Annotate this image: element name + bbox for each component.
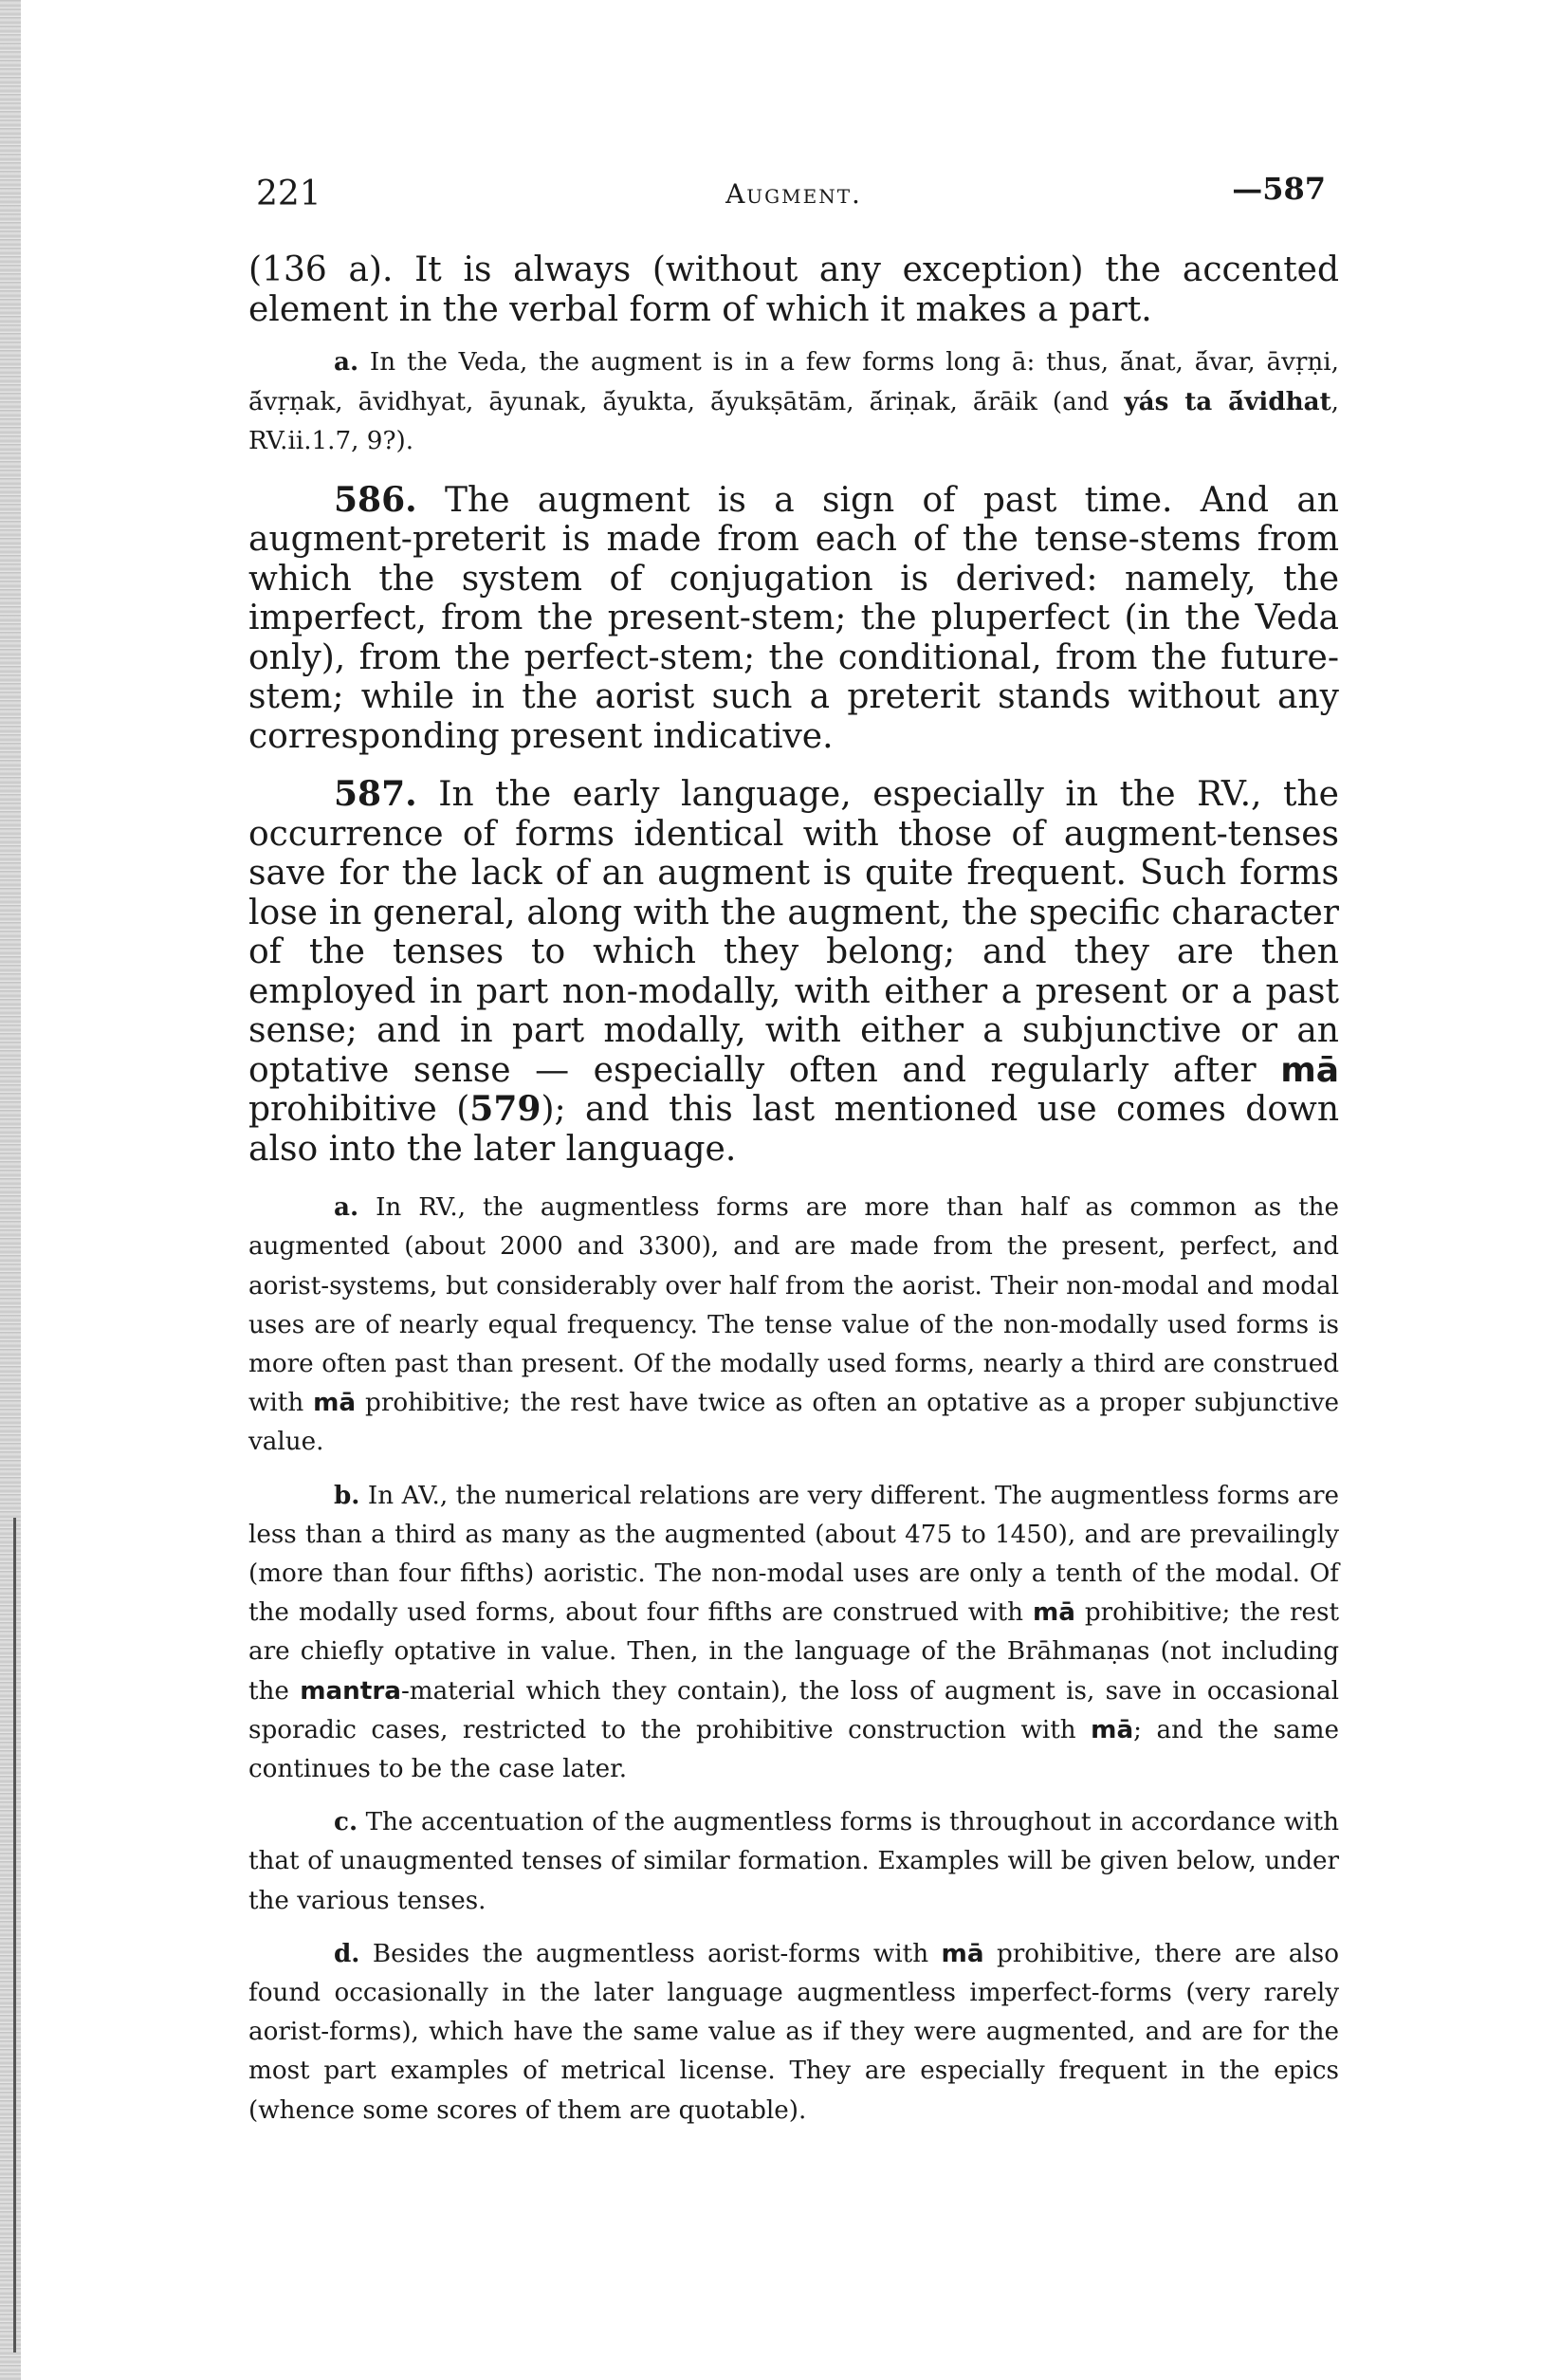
page-header — [248, 161, 1339, 214]
section-number: 586. — [334, 479, 417, 520]
paragraph-587c: c. The accentuation of the augmentless forms is throughout in accordance with that of unaugmented tenses of similar formation. Examples will be given below, under the various tenses. — [248, 1807, 1339, 1915]
paragraph-587d: d. Besides the augmentless aorist-forms with mā prohibitive, there are also found occasionally in the later language augmentless imperfect-forms (very rarely aorist-forms), which have the same value as if they were augmented, and are for the most part examples of metrical license. They are especially frequent in the epics (whence some scores of them are quotable). — [248, 1938, 1339, 2125]
paragraph-label: d. — [334, 1938, 360, 1968]
paragraph-label: c. — [334, 1807, 358, 1837]
page-binding-edge — [0, 0, 21, 2380]
paragraph-label: a. — [334, 1192, 359, 1223]
paragraph-587b: b. In AV., the numerical relations are very different. The augmentless forms are less than a third as many as the augmented (about 475 to 1450), and are prevailingly (more than four fifths) aoristic. The non-modal uses are only a tenth of the modal. Of the modally used forms, about four fifths are construed with mā prohibitive; the rest are chiefly optative in value. Then, in the language of the Brāhmaṇas (not including the mantra-material which they contain), the loss of augment is, save in occasional sporadic cases, restricted to the prohibitive construction with mā; and the same continues to be the case later. — [248, 1480, 1340, 1783]
paragraph-587a: a. In RV., the augmentless forms are more than half as common as the augmented (about 2000 and 3300), and are made from the present, perfect, and aorist-systems, but considerably over half from the aorist. Their non-modal and modal uses are of nearly equal frequency. The tense value of the non-modally used forms is more often past than present. Of the modally used forms, nearly a third are construed with mā prohibitive; the rest have twice as often an optative as a proper subjunctive value. — [248, 1192, 1339, 1457]
paragraph-continuation: (136 a). It is always (without any exception) the accented element in the verbal form of which it makes a part. — [248, 250, 1340, 329]
cross-reference: (136 a). — [248, 250, 394, 289]
page-content — [248, 161, 1339, 2131]
paragraph-label: b. — [334, 1480, 360, 1510]
paragraph-587: 587. In the early language, especially in the RV., the occurrence of forms identical with those of augment-tenses save for the lack of an augment is quite frequent. Such forms lose in general, along with the augment, the specific character of the tenses to which they belong; and they are then employed in part non-modally, with either a present or a past sense; and in part modally, with either a subjunctive or an optative sense — especially often and regularly after mā prohibitive (579); and this last mentioned use comes down also into the later language. — [248, 774, 1340, 1169]
paragraph-label: a. — [334, 347, 359, 377]
section-reference: —587 — [1232, 171, 1326, 207]
section-number: 587. — [334, 774, 417, 815]
running-title: Augment. — [725, 178, 862, 210]
paragraph-586: 586. The augment is a sign of past time. And an augment-preterit is made from each of the tense-stems from which the system of conjugation is derived: namely, the imperfect, from the present-stem; the pluperfect (in the Veda only), from the perfect-stem; the conditional, from the future-stem; while in the aorist such a preterit stands without any corresponding present indicative. — [248, 479, 1339, 756]
page-number: 221 — [256, 175, 321, 213]
binding-shadow-line — [13, 1518, 16, 2352]
paragraph-585a: a. In the Veda, the augment is in a few forms long ā: thus, ā́nat, ā́var, āvṛṇi, ā́vṛṇak, āvidhyat, āyunak, ā́yukta, ā́yukṣātām, ā́riṇak, ā́rāik (and yás ta ā́vidhat, RV.ii.1.7, 9?). — [248, 347, 1339, 456]
